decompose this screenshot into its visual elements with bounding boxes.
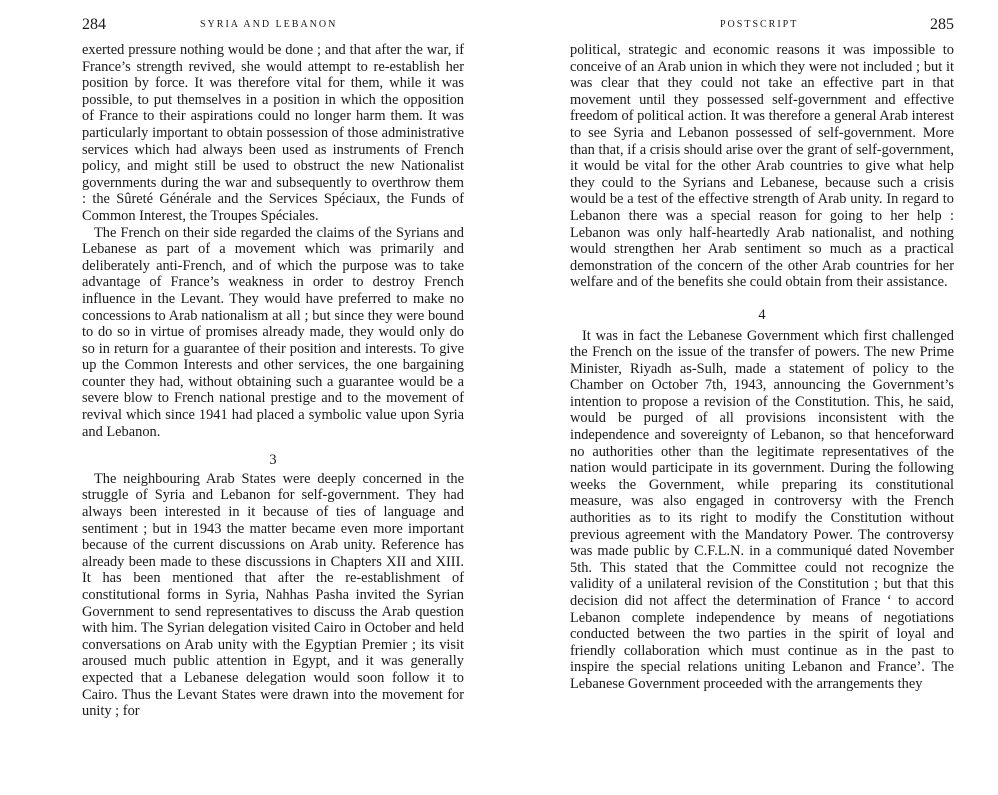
left-paragraph-1: exerted pressure nothing would be done ; and that after the war, if France’s strength revived, she would attempt to re-establish her position by force. It was therefore vital for them, while it was possible, to put themselves in a position in which the opposition of France to their aspirations could no longer harm them. It was particularly important to obtain possession of those administrative services which had always been used as instruments of French policy, and might still be used to obstruct the new Nationalist governments during the war and subsequently to overthrow them : the Sûreté Générale and the Services Spéciaux, the Funds of Common Interest, the Troupes Spéciales. <box>82 42 464 224</box>
right-section-number: 4 <box>758 306 766 323</box>
right-page-text <box>570 42 954 693</box>
left-page-text <box>82 42 464 720</box>
right-page-number: 285 <box>930 16 954 33</box>
left-page <box>82 16 464 720</box>
left-running-head-title: SYRIA AND LEBANON <box>200 19 338 30</box>
right-running-head-title: POSTSCRIPT <box>720 19 799 30</box>
left-paragraph-2: The French on their side regarded the claims of the Syrians and Lebanese as part of a movement which was primarily and deliberately anti-French, and of which the purpose was to take advantage of France’s weakness in order to destroy French influence in the Levant. They would have preferred to make no concessions to Arab nationalism at all ; but since they were bound to do so in virtue of promises already made, they would only do so in return for a guarantee of their position and interests. To give up the Common Interests and other services, the one bargaining counter they had, without obtaining such a guarantee would be a severe blow to French national prestige and to the movement of revival which since 1941 had placed a symbolic value upon Syria and Lebanon. <box>82 224 464 440</box>
left-running-head <box>82 16 464 38</box>
left-section-paragraph: The neighbouring Arab States were deeply concerned in the struggle of Syria and Lebanon for self-government. They had always been interested in it because of ties of language and sentiment ; but in 1943 the matter became even more important because of the current discussions on Arab unity. Reference has already been made to these discussions in Chapters XII and XIII. It has been mentioned that after the re-establishment of constitutional forms in Syria, Nahhas Pasha invited the Syrian Government to send representatives to discuss the Arab question with him. The Syrian delegation visited Cairo in October and held conversations on Arab unity with the Egyptian Premier ; its visit aroused much public attention in Egypt, and it was generally expected that a Lebanese delegation would soon follow it to Cairo. Thus the Levant States were drawn into the movement for unity ; for <box>82 470 464 720</box>
left-section-number: 3 <box>269 452 277 469</box>
left-page-number: 284 <box>82 16 106 33</box>
right-section-paragraph: It was in fact the Lebanese Government which first challenged the French on the issue of the transfer of powers. The new Prime Minister, Riyadh as-Sulh, made a statement of policy to the Chamber on October 7th, 1943, announcing the Government’s intention to propose a revision of the Constitution. This, he said, would be purged of all provisions inconsistent with the independence and sovereignty of Lebanon, so that henceforward no authorities other than the legitimate representatives of the nation would participate in its government. During the following weeks the Government, while preparing its constitutional measure, was also engaged in controversy with the French authorities as to its right to modify the Constitution without previous agreement with the Mandatory Power. The controversy was made public by C.F.L.N. in a communiqué dated November 5th. This stated that the Committee could not recognize the validity of a unilateral revision of the Constitution ; but that this decision did not affect the determination of France ‘ to accord Lebanon complete independence by means of negotiations conducted between the two parties in the spirit of loyal and friendly collaboration which must continue as in the past to inspire the special relations uniting Lebanon and France’. The Lebanese Government proceeded with the arrangements they <box>570 327 954 692</box>
right-paragraph-1: political, strategic and economic reasons it was impossible to conceive of an Arab union in which they were not included ; but it was clear that they could not take an effective part in that movement until they possessed self-government and effective freedom of political action. It was therefore a general Arab interest to see Syria and Lebanon possessed of self-government. More than that, if a crisis should arise over the grant of self-government, it would be vital for the other Arab countries to give what help they could to the Syrians and Lebanese, because such a crisis would be a test of the effective strength of Arab unity. In regard to Lebanon there was a special reason for going to her help : Lebanon was only half-heartedly Arab nationalist, and nothing would strengthen her Arab sentiment so much as a practical demonstration of the concern of the other Arab countries for her welfare and of the benefits she could obtain from their assistance. <box>570 42 954 291</box>
right-running-head <box>570 16 954 38</box>
right-page <box>570 16 954 693</box>
